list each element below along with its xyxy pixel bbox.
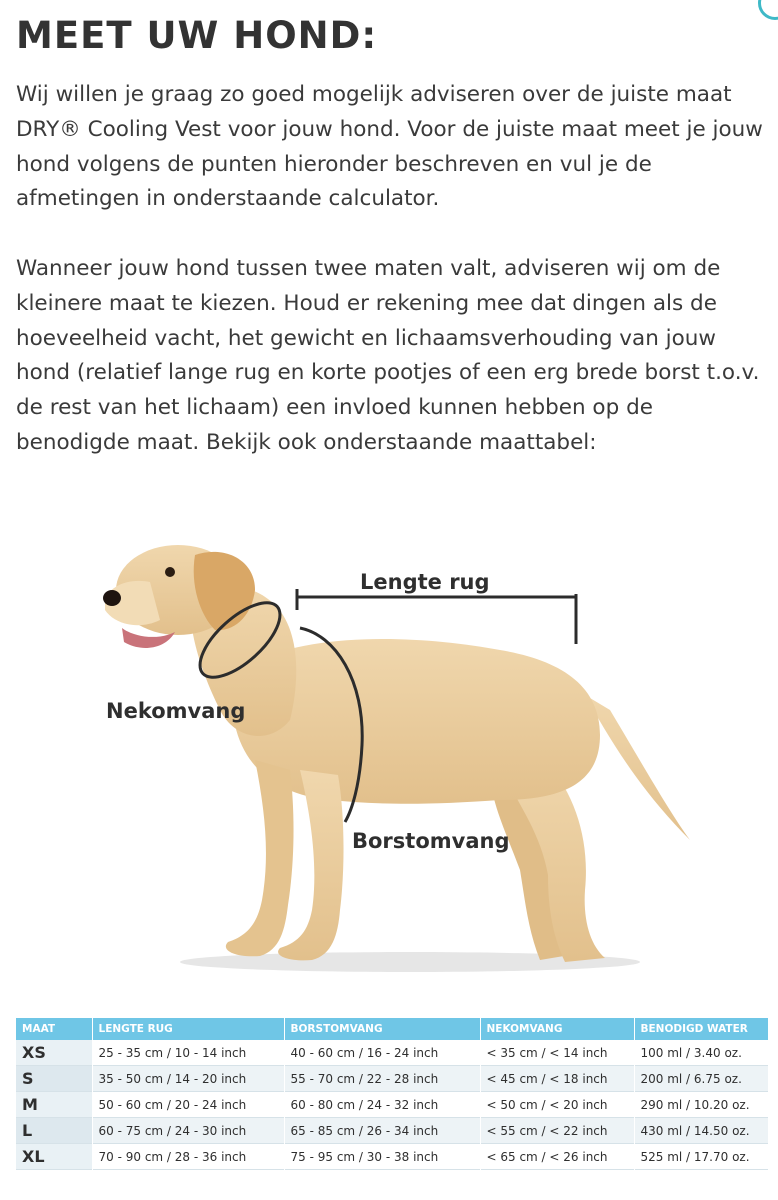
dog-front-leg-far	[226, 760, 294, 956]
label-neck-circumference: Nekomvang	[106, 699, 246, 723]
table-row	[16, 1040, 768, 1066]
cell-size: XS	[16, 1040, 92, 1066]
cell-back-length: 25 - 35 cm / 10 - 14 inch	[92, 1040, 284, 1066]
dog-nose	[103, 590, 121, 606]
cell-chest: 75 - 95 cm / 30 - 38 inch	[284, 1144, 480, 1170]
cell-water: 100 ml / 3.40 oz.	[634, 1040, 768, 1066]
label-chest-circumference: Borstomvang	[352, 829, 510, 853]
table-row	[16, 1144, 768, 1170]
dog-measurement-figure	[0, 510, 778, 1000]
cell-back-length: 35 - 50 cm / 14 - 20 inch	[92, 1066, 284, 1092]
advice-paragraph: Wanneer jouw hond tussen twee maten valt, adviseren wij om de kleinere maat te kiezen. Houd er rekening mee dat dingen als de hoeveelheid vacht, het gewicht en lichaamsverhouding van jouw hond (relatief lange rug en korte pootjes of een erg brede borst t.o.v. de rest van het lichaam) een invloed kunnen hebben op de benodigde maat. Bekijk ook onderstaande maattabel:	[16, 256, 760, 455]
header-back-length: LENGTE RUG	[92, 1018, 284, 1040]
cell-size: S	[16, 1066, 92, 1092]
cell-back-length: 60 - 75 cm / 24 - 30 inch	[92, 1118, 284, 1144]
cell-neck: < 55 cm / < 22 inch	[480, 1118, 634, 1144]
dog-eye	[165, 567, 175, 577]
cell-neck: < 35 cm / < 14 inch	[480, 1040, 634, 1066]
label-back-length: Lengte rug	[360, 570, 490, 594]
cell-neck: < 65 cm / < 26 inch	[480, 1144, 634, 1170]
header-size: MAAT	[16, 1018, 92, 1040]
header-water: BENODIGD WATER	[634, 1018, 768, 1040]
cell-water: 200 ml / 6.75 oz.	[634, 1066, 768, 1092]
size-table-container	[16, 1018, 768, 1170]
page-title: MEET UW HOND:	[16, 14, 378, 57]
header-chest: BORSTOMVANG	[284, 1018, 480, 1040]
cell-back-length: 50 - 60 cm / 20 - 24 inch	[92, 1092, 284, 1118]
size-table	[16, 1018, 769, 1170]
table-header-row	[16, 1018, 768, 1040]
dog-tail	[585, 695, 690, 840]
cell-size: L	[16, 1118, 92, 1144]
cell-back-length: 70 - 90 cm / 28 - 36 inch	[92, 1144, 284, 1170]
cell-water: 525 ml / 17.70 oz.	[634, 1144, 768, 1170]
cell-size: M	[16, 1092, 92, 1118]
cell-neck: < 45 cm / < 18 inch	[480, 1066, 634, 1092]
table-row	[16, 1092, 768, 1118]
cell-water: 290 ml / 10.20 oz.	[634, 1092, 768, 1118]
cell-chest: 60 - 80 cm / 24 - 32 inch	[284, 1092, 480, 1118]
intro-paragraph: Wij willen je graag zo goed mogelijk adviseren over de juiste maat DRY® Cooling Vest voor jouw hond. Voor de juiste maat meet je jouw hond volgens de punten hieronder beschreven en vul je de afmetingen in onderstaande calculator.	[16, 82, 763, 212]
cell-size: XL	[16, 1144, 92, 1170]
cell-neck: < 50 cm / < 20 inch	[480, 1092, 634, 1118]
header-neck: NEKOMVANG	[480, 1018, 634, 1040]
table-row	[16, 1066, 768, 1092]
cell-chest: 65 - 85 cm / 26 - 34 inch	[284, 1118, 480, 1144]
corner-accent	[758, 0, 778, 20]
table-row	[16, 1118, 768, 1144]
cell-chest: 55 - 70 cm / 22 - 28 inch	[284, 1066, 480, 1092]
cell-water: 430 ml / 14.50 oz.	[634, 1118, 768, 1144]
cell-chest: 40 - 60 cm / 16 - 24 inch	[284, 1040, 480, 1066]
